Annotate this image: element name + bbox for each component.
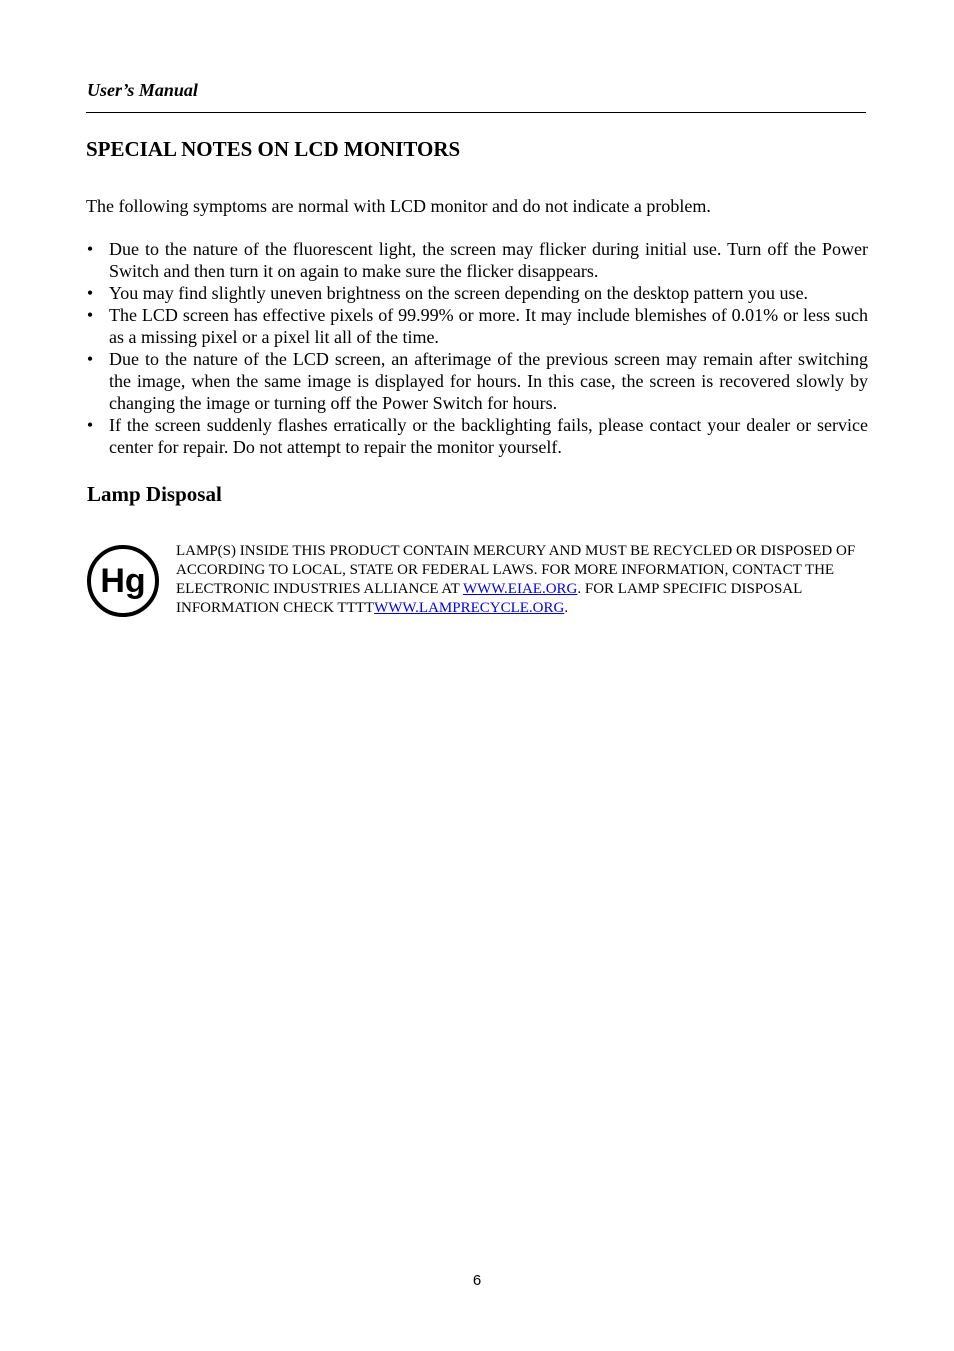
list-item xyxy=(86,238,868,282)
mercury-hg-icon xyxy=(86,544,160,618)
note-text: The LCD screen has effective pixels of 99.99% or more. It may include blemishes of 0.01% or less such as a missing pixel or a pixel lit all of the time. xyxy=(109,305,868,347)
bullet-icon: • xyxy=(86,283,94,303)
note-text: Due to the nature of the fluorescent light, the screen may flicker during initial use. Turn off the Power Switch and then turn it on again to make sure the flicker disappears. xyxy=(109,239,868,281)
list-item xyxy=(86,304,868,348)
list-item xyxy=(86,348,868,414)
bullet-icon: • xyxy=(86,305,94,325)
bullet-icon: • xyxy=(86,415,94,435)
hg-logo-text: Hg xyxy=(100,562,146,600)
lamprecycle-link[interactable]: WWW.LAMPRECYCLE.ORG xyxy=(374,600,565,616)
bullet-icon: • xyxy=(86,349,94,369)
note-text: Due to the nature of the LCD screen, an afterimage of the previous screen may remain after switching the image, when the same image is displayed for hours. In this case, the screen is recovered slowly by changing the image or turning off the Power Switch for hours. xyxy=(109,349,868,413)
notice-text: LAMP(S) INSIDE THIS PRODUCT CONTAIN MERCURY AND MUST BE RECYCLED OR DISPOSED OF ACCORDING TO LOCAL, STATE OR FEDERAL LAWS. FOR MORE INFORMATION, CONTACT THE ELECTRONIC INDUSTRIES ALLIANCE AT xyxy=(176,543,856,597)
list-item xyxy=(86,282,868,304)
notice-text: . FOR LAMP SPECIFIC DISPOSAL INFORMATION CHECK TTTT xyxy=(176,581,802,616)
lamp-disposal-title: Lamp Disposal xyxy=(87,482,222,506)
page-number: 6 xyxy=(472,1272,482,1289)
lamp-disposal-notice xyxy=(176,542,866,618)
section-title: SPECIAL NOTES ON LCD MONITORS xyxy=(86,137,461,161)
running-header: User’s Manual xyxy=(87,80,198,100)
notes-list xyxy=(86,238,868,458)
eiae-link[interactable]: WWW.EIAE.ORG xyxy=(462,581,578,597)
list-item xyxy=(86,414,868,458)
bullet-icon: • xyxy=(86,239,94,259)
note-text: You may find slightly uneven brightness on the screen depending on the desktop pattern you use. xyxy=(109,283,809,303)
note-text: If the screen suddenly flashes erratically or the backlighting fails, please contact your dealer or service center for repair. Do not attempt to repair the monitor yourself. xyxy=(109,415,868,457)
intro-paragraph: The following symptoms are normal with LCD monitor and do not indicate a problem. xyxy=(86,196,711,216)
header-rule xyxy=(86,112,866,113)
notice-text: . xyxy=(564,600,569,616)
